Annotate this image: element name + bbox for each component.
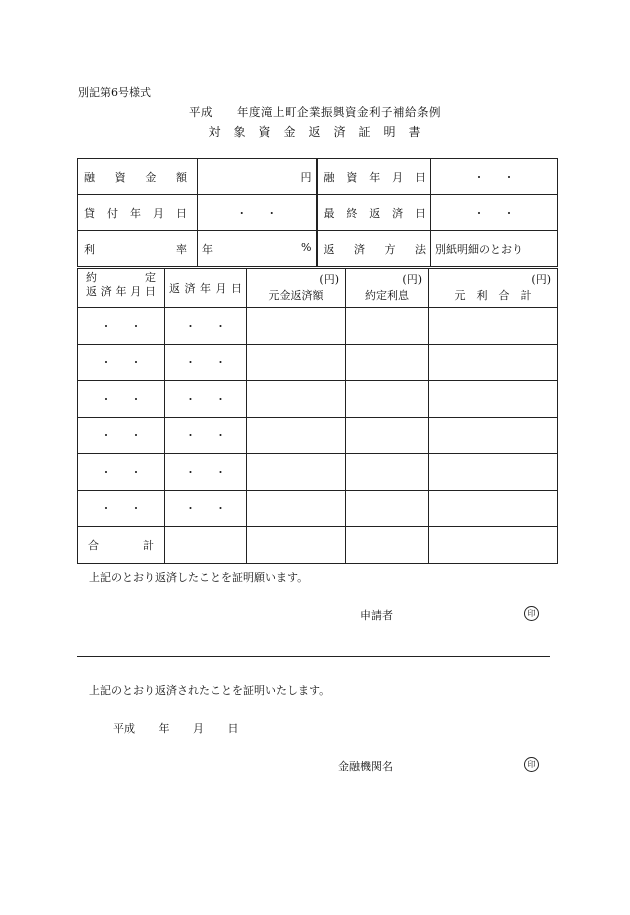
repayment-date-cell[interactable]: ・ ・ (165, 308, 247, 345)
total-principal-cell[interactable] (247, 527, 346, 564)
loan-date-value[interactable] (431, 159, 558, 195)
repayment-date-cell[interactable]: ・ ・ (165, 344, 247, 381)
loan-amount-row (78, 159, 558, 195)
total-cell[interactable] (429, 417, 558, 454)
contract-date-header: 約 定 返済年月日 (78, 269, 165, 308)
interest-rate-label: 利率 (78, 231, 198, 267)
section-divider (77, 656, 550, 657)
repayment-date-cell[interactable]: ・ ・ (165, 417, 247, 454)
repayment-date-cell[interactable]: ・ ・ (165, 490, 247, 527)
date-dot: ・ (473, 206, 485, 220)
interest-cell[interactable] (346, 381, 429, 418)
repayment-date-header: 返済年月日 (165, 269, 247, 308)
interest-cell[interactable] (346, 490, 429, 527)
bank-seal-icon[interactable]: 印 (524, 757, 539, 772)
final-repayment-value[interactable] (431, 195, 558, 231)
document-title-line2: 対象資金返済証明書 (208, 125, 434, 139)
lending-date-label: 貸付年月日 (78, 195, 198, 231)
repayment-date-cell[interactable]: ・ ・ (165, 454, 247, 491)
total-empty-cell[interactable] (165, 527, 247, 564)
loan-info-table (77, 158, 558, 267)
loan-amount-value[interactable] (198, 159, 317, 195)
date-dot: ・ (503, 170, 515, 184)
applicant-label: 申請者 (360, 609, 393, 622)
lending-date-value[interactable] (198, 195, 317, 231)
repayment-method-value[interactable]: 別紙明細のとおり (431, 231, 558, 267)
repayment-schedule-table (77, 268, 558, 564)
day-label: 日 (227, 722, 239, 735)
interest-cell[interactable] (346, 417, 429, 454)
principal-cell[interactable] (247, 308, 346, 345)
document-title-line1: 平成 年度滝上町企業振興資金利子補給条例 (189, 105, 441, 119)
total-label: 合 計 (78, 527, 165, 564)
schedule-row (78, 454, 558, 491)
interest-row (78, 231, 558, 267)
principal-cell[interactable] (247, 490, 346, 527)
contract-date-cell[interactable]: ・ ・ (78, 308, 165, 345)
schedule-row (78, 417, 558, 454)
interest-cell[interactable] (346, 454, 429, 491)
contract-date-cell[interactable]: ・ ・ (78, 490, 165, 527)
final-repayment-label: 最終返済日 (317, 195, 431, 231)
schedule-row (78, 490, 558, 527)
certification-date (113, 720, 239, 736)
total-cell[interactable] (429, 490, 558, 527)
interest-rate-prefix: 年 (202, 242, 213, 256)
repayment-date-cell[interactable]: ・ ・ (165, 381, 247, 418)
repayment-method-label: 返済方法 (317, 231, 431, 267)
era-label: 平成 (113, 722, 135, 735)
loan-date-label: 融資年月日 (317, 159, 431, 195)
month-label: 月 (193, 722, 204, 735)
interest-cell[interactable] (346, 344, 429, 381)
contract-date-cell[interactable]: ・ ・ (78, 454, 165, 491)
total-header: (円) 元 利 合 計 (429, 269, 558, 308)
total-cell[interactable] (429, 344, 558, 381)
year-label: 年 (158, 722, 170, 735)
date-dot: ・ (266, 206, 278, 220)
total-row (78, 527, 558, 564)
schedule-row (78, 308, 558, 345)
contract-date-cell[interactable]: ・ ・ (78, 417, 165, 454)
contract-date-cell[interactable]: ・ ・ (78, 381, 165, 418)
interest-cell[interactable] (346, 308, 429, 345)
total-interest-cell[interactable] (346, 527, 429, 564)
principal-cell[interactable] (247, 344, 346, 381)
total-cell[interactable] (429, 381, 558, 418)
bank-statement: 上記のとおり返済されたことを証明いたします。 (89, 684, 331, 697)
interest-rate-value[interactable] (198, 231, 317, 267)
schedule-header-row (78, 269, 558, 308)
bank-name-label: 金融機関名 (338, 760, 393, 773)
applicant-statement: 上記のとおり返済したことを証明願います。 (89, 571, 309, 584)
principal-cell[interactable] (247, 454, 346, 491)
loan-amount-label: 融資金額 (78, 159, 198, 195)
interest-header: (円) 約定利息 (346, 269, 429, 308)
total-cell[interactable] (429, 454, 558, 491)
applicant-seal-icon[interactable]: 印 (524, 606, 539, 621)
principal-header: (円) 元金返済額 (247, 269, 346, 308)
date-dot: ・ (503, 206, 515, 220)
loan-amount-unit: 円 (300, 170, 312, 184)
principal-cell[interactable] (247, 417, 346, 454)
total-cell[interactable] (429, 308, 558, 345)
schedule-row (78, 344, 558, 381)
schedule-row (78, 381, 558, 418)
lending-date-row (78, 195, 558, 231)
grand-total-cell[interactable] (429, 527, 558, 564)
interest-rate-unit: % (301, 240, 312, 254)
contract-date-cell[interactable]: ・ ・ (78, 344, 165, 381)
principal-cell[interactable] (247, 381, 346, 418)
date-dot: ・ (236, 206, 248, 220)
form-code: 別記第6号様式 (78, 86, 151, 99)
date-dot: ・ (473, 170, 485, 184)
